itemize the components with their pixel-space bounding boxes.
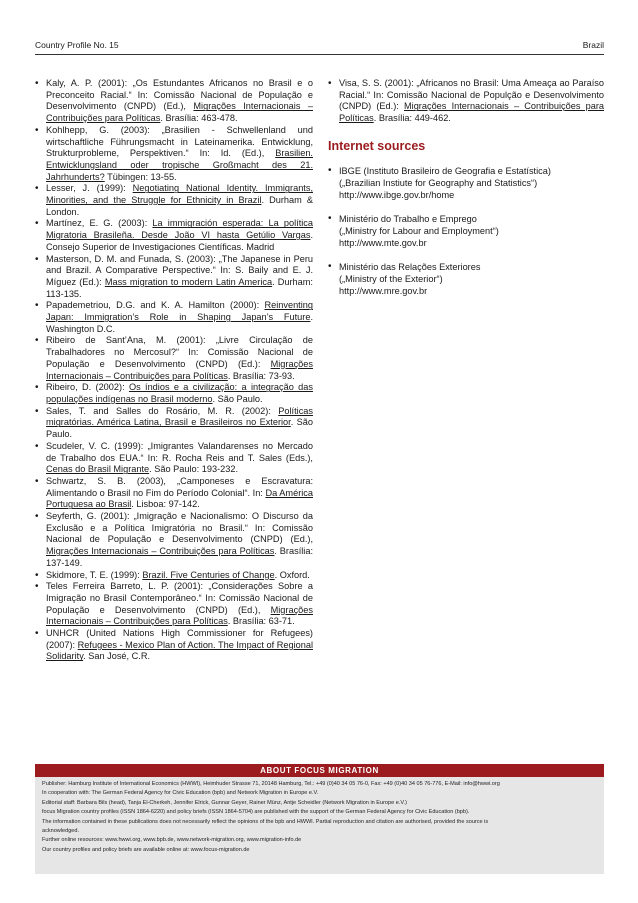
reference-item: [35, 628, 313, 663]
reference-text: Schwartz, S. B. (2003), „Camponeses e Escravatura: Alimentando o Brasil no Fim do Período Colonial“. In:: [46, 475, 313, 498]
reference-title: Cenas do Brasil Migrante: [46, 464, 150, 475]
footer-title: ABOUT FOCUS MIGRATION: [35, 764, 604, 777]
source-description: („Ministry for Labour and Employment“): [339, 225, 499, 236]
country-profile-label: Country Profile No. 15: [35, 40, 119, 50]
internet-sources-list: [328, 165, 604, 297]
reference-title: La immigración esperada: La política Migratoria Brasileña. Desde João VI hasta Getúlio Vargas: [46, 218, 313, 241]
reference-text: Ribeiro, D. (2002):: [46, 382, 129, 393]
reference-text: . São Paulo.: [212, 393, 263, 404]
reference-text: Kohlhepp, G. (2003): „Brasilien - Schwellenland und wirtschaftliche Führungsmacht in Lateinamerika. Entwicklung, Strukturprobleme, Perspektiven.“ In: Id. (Ed.),: [46, 124, 313, 159]
reference-title: Brasilien. Entwicklungsland oder tropische Großmacht des 21. Jahrhunderts?: [46, 148, 313, 182]
reference-text: . Consejo Superior de Investigaciones Científicas. Madrid: [46, 230, 313, 252]
reference-text: Martínez, E. G. (2003):: [46, 218, 153, 229]
reference-text: Lesser, J. (1999):: [46, 183, 133, 194]
reference-title: Migrações Internacionais – Contribuições para Políticas: [339, 101, 605, 124]
reference-text: Visa, S. S. (2001): „Africanos no Brasil: Uma Ameaça ao Paraíso Racial.“ In: Comissão Nacional de Populção e Desenvolvimento (CNPD) (Ed.):: [339, 78, 604, 112]
reference-text: . São Paulo: 193-232.: [149, 464, 239, 475]
country-name: Brazil: [582, 40, 604, 50]
reference-item: [35, 78, 313, 125]
reference-title: Os índios e a civilização: a integração das populações indígenas no Brasil moderno: [46, 382, 313, 404]
reference-title: Mass migration to modern Latin America: [104, 276, 273, 287]
internet-source-item: [328, 261, 604, 297]
reference-title: Políticas migratórias. América Latina, Brasil e Brasileiros no Exterior: [46, 405, 313, 428]
reference-text: Kaly, A. P. (2001): „Os Estundantes Africanos no Brasil e o Preconceito Racial.“ In: Comissão Nacional de População e Desenvolvimento (CNPD) (Ed.),: [46, 78, 313, 112]
footer-line: acknowledged.: [42, 828, 80, 835]
footer-line: In cooperation with: The German Federal Agency for Civic Education (bpb) and Network Migration in Europe e.V.: [42, 790, 319, 797]
reference-text: . Durham: 113-135.: [46, 276, 313, 299]
source-description: („Brazilian Instiute for Geography and Statistics“): [339, 177, 538, 188]
reference-item: [35, 125, 313, 184]
reference-title: Migrações Internacionais – Contribuições para Políticas: [46, 546, 275, 557]
right-column: [328, 78, 604, 309]
reference-item: [35, 441, 313, 476]
footer-line: Editorial staff: Barbara Bils (head), Tanja El-Cherkeh, Jennifer Elrick, Gunnar Geyer, Rainer Münz, Antje Scheidler (Network Migration in Europe e.V.): [42, 799, 407, 806]
footer-line: focus Migration country profiles (ISSN 1864-6220) and policy briefs (ISSN 1864-5704) are published with the support of the German Federal Agency for Civic Education (bpb).: [42, 809, 470, 816]
reference-text: . Washington D.C.: [46, 312, 313, 334]
footer-imprint: [35, 777, 604, 874]
reference-title: Migrações Internacionais – Contribuições para Políticas: [46, 604, 313, 627]
reference-text: . São Paulo.: [46, 417, 314, 440]
reference-title: Reinventing Japan: Immigration’s Role in Shaping Japan’s Future: [46, 300, 313, 323]
reference-title: Migrações Internacionais – Contribuições para Políticas: [46, 358, 313, 381]
reference-title: Brazil. Five Centuries of Change: [142, 569, 275, 580]
source-url-link[interactable]: http://www.mre.gov.br: [339, 285, 428, 296]
reference-item: [35, 570, 313, 582]
footer-line: Further online resources: www.hwwi.org, www.bpb.de, www.network-migration.org, www.migration-info.de: [42, 837, 302, 844]
reference-item: [35, 254, 313, 301]
reference-text: Ribeiro de Sant’Ana, M. (2001): „Livre Circulação de Trabalhadores no Mercosul?“ In: Comissão Nacional de População e Desenvolvimento (CNPD) (Ed.):: [46, 335, 313, 369]
reference-text: UNHCR (United Nations High Commissioner for Refugees) (2007):: [46, 628, 313, 650]
source-url-link[interactable]: http://www.mte.gov.br: [339, 237, 427, 248]
reference-text: Masterson, D. M. and Funada, S. (2003): „The Japanese in Peru and Brazil. A Comparative Perspective.“ In: S. Baily and E. J. Míguez (Ed.):: [46, 253, 313, 287]
reference-text: Scudeler, V. C. (1999): „Imigrantes Valandarenses no Mercado de Trabalho dos EUA.“ In: R. Rocha Reis and T. Sales (Eds.),: [46, 440, 313, 463]
reference-text: . Brasília: 449-462.: [373, 113, 451, 124]
internet-sources-heading: Internet sources: [328, 138, 426, 153]
source-url-link[interactable]: http://www.ibge.gov.br/home: [339, 189, 455, 200]
reference-text: . Brasília: 63-71.: [227, 616, 295, 627]
reference-item: [35, 183, 313, 218]
bibliography-list: [35, 78, 313, 663]
left-column: [35, 78, 313, 663]
source-name: • IBGE (Instituto Brasileiro de Geografia e Estatística): [339, 165, 551, 176]
reference-text: Papademetriou, D.G. and K. A. Hamilton (2000):: [46, 300, 265, 311]
reference-title: Da América Portuguesa ao Brasil: [46, 487, 313, 510]
reference-title: Migrações Internacionais – Contribuições para Políticas: [46, 101, 313, 124]
reference-item: [35, 406, 313, 441]
reference-text: . Brasília: 73-93.: [227, 370, 295, 381]
internet-source-item: [328, 165, 604, 201]
source-description: („Ministry of the Exterior“): [339, 273, 443, 284]
reference-text: Skidmore, T. E. (1999):: [46, 569, 143, 580]
reference-text: Sales, T. and Salles do Rosário, M. R. (2002):: [46, 405, 279, 416]
bibliography-list-continued: [328, 78, 604, 125]
reference-item: [35, 382, 313, 405]
reference-title: Refugees - Mexico Plan of Action. The Impact of Regional Solidarity: [46, 639, 313, 662]
footer-line: Publisher: Hamburg Institute of International Economics (HWWI), Heimhuder Strasse 71, 20148 Hamburg, Tel.: +49 (0)40 34 05 76-0, Fax: +49 (0)40 34 05 76-776, E-Mail: info@hwwi.org: [42, 781, 500, 787]
reference-text: Tübingen: 13-55.: [104, 171, 177, 182]
reference-text: . Brasília: 463-478.: [160, 113, 238, 124]
source-name: • Ministério do Trabalho e Emprego: [339, 213, 477, 224]
reference-text: . Brasília: 137-149.: [46, 546, 313, 568]
reference-title: Negotiating National Identity. Immigrants, Minorities, and the Struggle for Ethnicity in Brazil: [46, 183, 313, 206]
page-header: [35, 40, 604, 55]
reference-item: [35, 581, 313, 628]
reference-text: . Durham & London.: [46, 195, 313, 217]
reference-item: [35, 300, 313, 335]
footer-line: The information contained in these publications does not necessarily reflect the opinions of the bpb and HWWI. Partial reproduction and citation are authorised, provided the source is: [42, 818, 489, 825]
internet-source-item: [328, 213, 604, 249]
reference-text: Seyferth, G. (2001): „Imigração e Nacionalismo: O Discurso da Exclusão e a Política Imigratória no Brasil.“ In: Comissão Nacional de População e Desenvolvimento (CNPD) (Ed.),: [46, 511, 313, 545]
reference-text: Teles Ferreira Barreto, L. P. (2001): „Considerações Sobre a Imigração no Brasil Contemporâneo.“ In: Comissão Nacional de População e Desenvolvimento (CNPD) (Ed.),: [46, 581, 313, 615]
reference-text: . Oxford.: [274, 569, 310, 580]
reference-item: [35, 511, 313, 570]
reference-text: . San José, C.R.: [83, 651, 151, 662]
reference-item: [328, 78, 604, 125]
reference-item: [35, 335, 313, 382]
reference-item: [35, 476, 313, 511]
reference-text: . Lisboa: 97-142.: [131, 499, 200, 510]
reference-item: [35, 218, 313, 253]
source-name: • Ministério das Relações Exteriores: [339, 261, 481, 272]
footer-line: Our country profiles and policy briefs are available online at: www.focus-migration.de: [42, 846, 250, 853]
